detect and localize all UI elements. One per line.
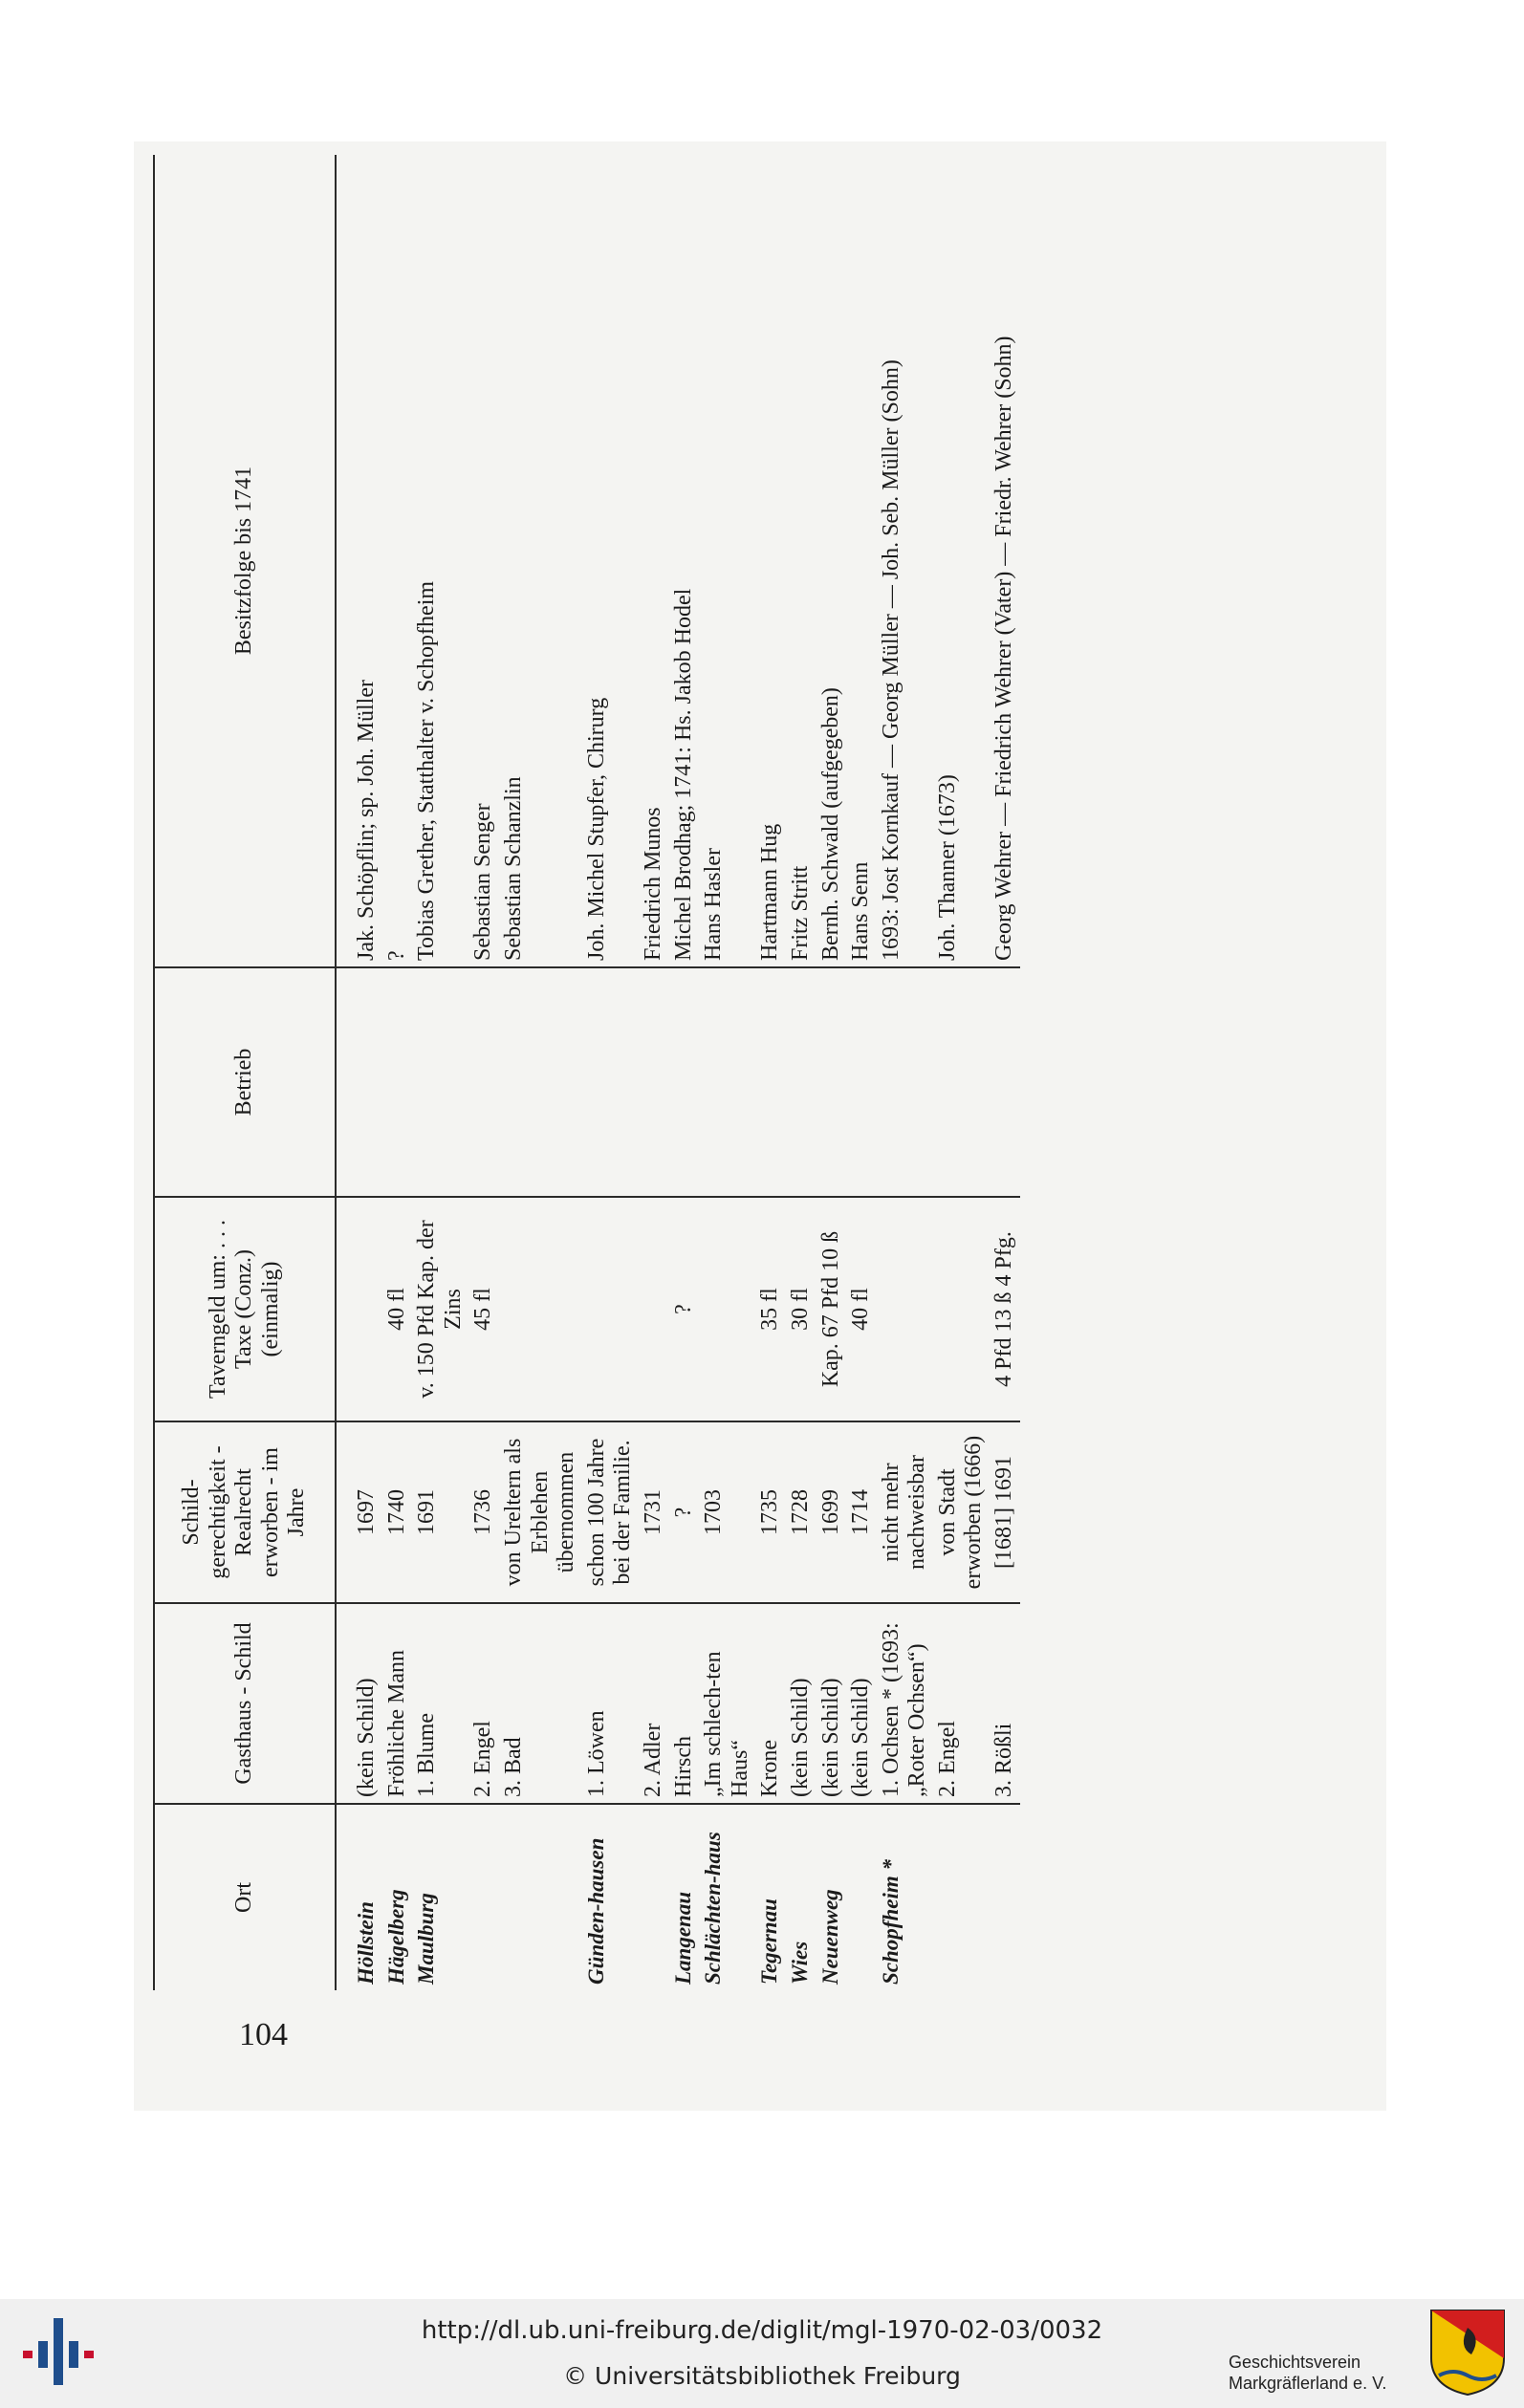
copyright-notice: © Universitätsbibliothek Freiburg [563, 2362, 961, 2390]
cell-schild: 1740 [382, 1421, 413, 1603]
cell-schild: [1681] 1691 [990, 1421, 1020, 1603]
cell-besitzfolge: Friedrich Munos [639, 155, 669, 967]
cell-gasthaus: 2. Engel [468, 1603, 499, 1804]
cell-taverngeld: 45 fl [468, 1197, 499, 1421]
cell-besitzfolge: Jak. Schöpflin; sp. Joh. Müller [336, 155, 382, 967]
cell-ort: Tegernau [757, 1898, 782, 1985]
cell-taverngeld: 40 fl [382, 1197, 413, 1421]
cell-betrieb [990, 967, 1020, 1197]
cell-gasthaus: (kein Schild) [816, 1603, 847, 1804]
cell-taverngeld [582, 1197, 639, 1421]
cell-betrieb [669, 967, 700, 1197]
cell-ort [846, 1804, 877, 1990]
cell-betrieb [699, 967, 755, 1197]
footer-bar [0, 2299, 1524, 2408]
table-row [639, 155, 669, 1990]
cell-schild: 1736 [468, 1421, 499, 1603]
cell-schild: 1714 [846, 1421, 877, 1603]
cell-gasthaus: (kein Schild) [786, 1603, 816, 1804]
cell-betrieb [786, 967, 816, 1197]
table-row [336, 155, 382, 1990]
cell-taverngeld [877, 1197, 933, 1421]
cell-ort: Maulburg [414, 1893, 439, 1985]
cell-besitzfolge: Tobias Grether, Statthalter v. Schopfheim [412, 155, 468, 967]
cell-ort [499, 1804, 582, 1990]
cell-taverngeld [699, 1197, 755, 1421]
cell-gasthaus: 1. Löwen [582, 1603, 639, 1804]
cell-schild: 1703 [699, 1421, 755, 1603]
cell-gasthaus: 1. Ochsen * (1693: „Roter Ochsen“) [877, 1603, 933, 1804]
cell-taverngeld: 4 Pfd 13 ß 4 Pfg. [990, 1197, 1020, 1421]
cell-betrieb [933, 967, 990, 1197]
cell-taverngeld: ? [669, 1197, 700, 1421]
table-row [816, 155, 847, 1990]
cell-schild: schon 100 Jahre bei der Familie. [582, 1421, 639, 1603]
table-row [382, 155, 413, 1990]
cell-betrieb [499, 967, 582, 1197]
header-ort: Ort [154, 1804, 336, 1990]
cell-gasthaus: (kein Schild) [846, 1603, 877, 1804]
society-name-line1: Geschichtsverein [1229, 2353, 1361, 2372]
cell-taverngeld [336, 1197, 382, 1421]
cell-betrieb [412, 967, 468, 1197]
table-row [755, 155, 786, 1990]
cell-betrieb [755, 967, 786, 1197]
table-row [582, 155, 639, 1990]
cell-taverngeld [639, 1197, 669, 1421]
cell-schild: 1731 [639, 1421, 669, 1603]
cell-ort: Hägelberg [383, 1889, 408, 1985]
cell-ort: Langenau [670, 1891, 695, 1985]
table-row [412, 155, 468, 1990]
cell-schild: 1699 [816, 1421, 847, 1603]
cell-gasthaus: 3. Bad [499, 1603, 582, 1804]
cell-besitzfolge: 1693: Jost Kornkauf — Georg Müller — Joh. Seb. Müller (Sohn) [877, 155, 933, 967]
cell-besitzfolge: Hans Hasler [699, 155, 755, 967]
cell-ort: Neuenweg [817, 1889, 842, 1985]
header-schild: Schild-gerechtigkeit - Realrecht erworben - im Jahre [154, 1421, 336, 1603]
cell-gasthaus: Hirsch [669, 1603, 700, 1804]
page-number: 104 [239, 2017, 288, 2052]
cell-ort: Höllstein [354, 1901, 378, 1985]
cell-schild: 1691 [412, 1421, 468, 1603]
table-header-row [154, 155, 336, 1990]
rotated-table-container [153, 155, 1386, 1990]
cell-besitzfolge: Sebastian Senger [468, 155, 499, 967]
source-url[interactable]: http://dl.ub.uni-freiburg.de/diglit/mgl-1970-02-03/0032 [421, 2316, 1103, 2345]
cell-gasthaus: Fröhliche Mann [382, 1603, 413, 1804]
cell-betrieb [639, 967, 669, 1197]
cell-besitzfolge: Hartmann Hug [755, 155, 786, 967]
header-betrieb: Betrieb [154, 967, 336, 1197]
cell-betrieb [336, 967, 382, 1197]
cell-besitzfolge: Hans Senn [846, 155, 877, 967]
table-row [990, 155, 1020, 1990]
cell-taverngeld [499, 1197, 582, 1421]
cell-ort: Wies [787, 1941, 812, 1985]
cell-ort: Schopfheim * [878, 1859, 903, 1985]
cell-schild: 1735 [755, 1421, 786, 1603]
table-row [786, 155, 816, 1990]
cell-taverngeld: 40 fl [846, 1197, 877, 1421]
header-gasthaus: Gasthaus - Schild [154, 1603, 336, 1804]
cell-schild: von Stadt erworben (1666) [933, 1421, 990, 1603]
cell-gasthaus: „Im schlech-ten Haus“ [699, 1603, 755, 1804]
cell-gasthaus: (kein Schild) [336, 1603, 382, 1804]
inn-table [153, 155, 1020, 1990]
cell-betrieb [846, 967, 877, 1197]
cell-betrieb [468, 967, 499, 1197]
cell-ort: Schlächten-haus [701, 1832, 726, 1985]
society-name [1229, 2353, 1386, 2394]
cell-ort [639, 1804, 669, 1990]
cell-schild: von Ureltern als Erblehen übernommen [499, 1421, 582, 1603]
cell-taverngeld: 30 fl [786, 1197, 816, 1421]
cell-ort [990, 1804, 1020, 1990]
table-row [699, 155, 755, 1990]
header-besitzfolge: Besitzfolge bis 1741 [154, 155, 336, 967]
cell-taverngeld: v. 150 Pfd Kap. der Zins [412, 1197, 468, 1421]
cell-taverngeld: Kap. 67 Pfd 10 ß [816, 1197, 847, 1421]
cell-schild: nicht mehr nachweisbar [877, 1421, 933, 1603]
table-row [846, 155, 877, 1990]
cell-betrieb [382, 967, 413, 1197]
cell-schild: 1728 [786, 1421, 816, 1603]
society-crest-icon [1429, 2309, 1506, 2397]
table-row [669, 155, 700, 1990]
cell-ort: Günden-hausen [583, 1837, 608, 1985]
society-name-line2: Markgräflerland e. V. [1229, 2373, 1387, 2393]
table-row [933, 155, 990, 1990]
cell-besitzfolge: ? [382, 155, 413, 967]
table-row [468, 155, 499, 1990]
cell-gasthaus: 2. Engel [933, 1603, 990, 1804]
header-taverngeld: Taverngeld um: . . . Taxe (Conz.) (einmalig) [154, 1197, 336, 1421]
table-row [877, 155, 933, 1990]
cell-schild: 1697 [336, 1421, 382, 1603]
cell-besitzfolge: Michel Brodhag; 1741: Hs. Jakob Hodel [669, 155, 700, 967]
cell-schild: ? [669, 1421, 700, 1603]
cell-ort [468, 1804, 499, 1990]
table-row [499, 155, 582, 1990]
cell-betrieb [816, 967, 847, 1197]
cell-taverngeld: 35 fl [755, 1197, 786, 1421]
cell-gasthaus: Krone [755, 1603, 786, 1804]
cell-gasthaus: 1. Blume [412, 1603, 468, 1804]
cell-ort [933, 1804, 990, 1990]
cell-besitzfolge: Georg Wehrer — Friedrich Wehrer (Vater) — Friedr. Wehrer (Sohn) [990, 155, 1020, 967]
cell-besitzfolge: Joh. Thanner (1673) [933, 155, 990, 967]
cell-taverngeld [933, 1197, 990, 1421]
cell-betrieb [582, 967, 639, 1197]
cell-gasthaus: 3. Rößli [990, 1603, 1020, 1804]
cell-besitzfolge: Bernh. Schwald (aufgegeben) [816, 155, 847, 967]
cell-besitzfolge: Fritz Stritt [786, 155, 816, 967]
cell-betrieb [877, 967, 933, 1197]
cell-gasthaus: 2. Adler [639, 1603, 669, 1804]
cell-besitzfolge: Joh. Michel Stupfer, Chirurg [582, 155, 639, 967]
cell-besitzfolge: Sebastian Schanzlin [499, 155, 582, 967]
